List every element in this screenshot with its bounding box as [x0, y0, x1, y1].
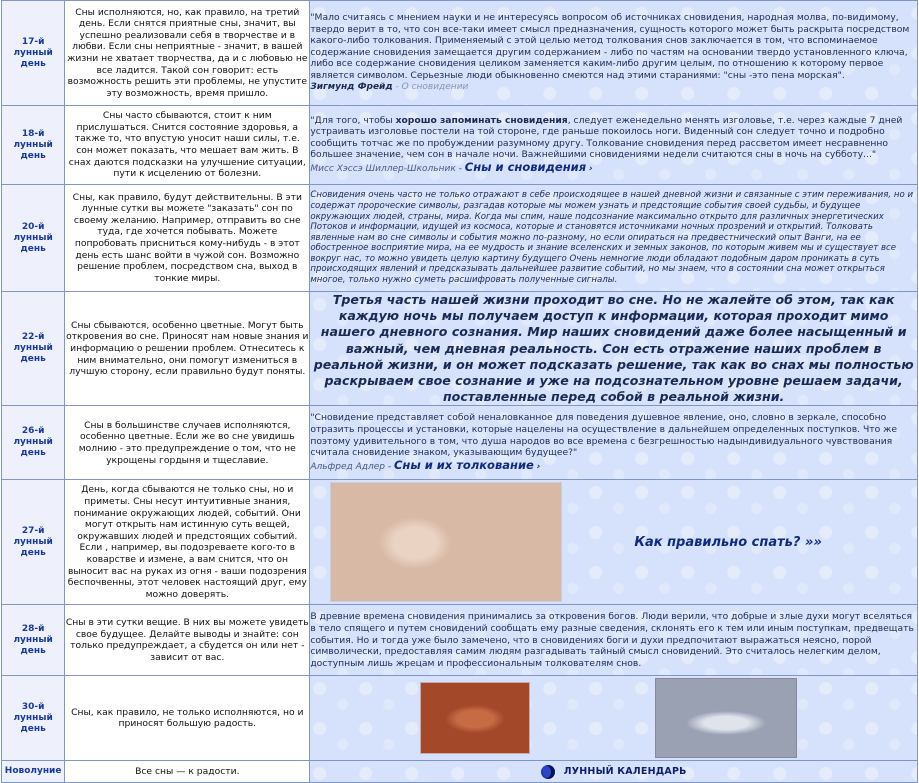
- dreams-link[interactable]: Сны и сновидения: [464, 159, 587, 174]
- quote-text: Сновидения очень часто не только отражают в себе происходящее в нашей дневной жизни и связанные с этим переживания, но и содержат пророческие символы, разгадав которые мы можем узнать и предстоящие события своей судьбы, и будущее окружающих людей, страны, мира. Когда мы спим, наше подсознание максимально открыто для различных энергетических Потоков и информации, идущей из космоса, которые и становятся источниками ночных прозрений и открытий. Толковать явленные нам во сне символы и события можно по-разному, но если опираться на предвестнический опыт Ванги, на ее обостренное восприятие мира, на ее мудрость и знание вселенских и земных законов, по которым живем мы и существует все вокруг нас, то можно увидеть целую картину будущего Очень немногие люди обладают подобным даром проникать в суть происходящих явлений и предсказывать дальнейшее развитие событий, но мы знаем, что в состоянии сна может открыться многое, только нужно суметь расшифровать полученные сигналы.: [310, 190, 914, 286]
- dream-description: Сны, как правило, не только исполняются, но и приносят большую радость.: [65, 676, 310, 761]
- table-row: [2, 1, 918, 106]
- quote-cell: [310, 106, 918, 185]
- quote-attribution: [310, 82, 917, 94]
- quote-cell: [310, 1, 918, 106]
- reclining-sculpture-image: [330, 482, 562, 602]
- lunar-day-label: 27-й лунный день: [2, 480, 65, 605]
- moon-icon: [541, 765, 555, 779]
- table-row: [2, 480, 918, 605]
- calendar-cell: [310, 761, 918, 783]
- dream-description: Сны в большинстве случаев исполняются, особенно цветные. Если же во сне увидишь молнию - это предупреждение о том, что не укрощены гордыня и тщеславие.: [65, 406, 310, 480]
- quote-attribution: Альфред Адлер - Сны и их толкование ›: [310, 457, 541, 472]
- table-row: [2, 605, 918, 676]
- table-row: [2, 761, 918, 783]
- quote-cell: [310, 185, 918, 292]
- quote-text: [310, 115, 917, 161]
- dream-description: Сны исполняются, но, как правило, на третий день. Если снятся приятные сны, значит, вы успешно реализовали себя в творчестве и в любви. Если сны неприятные - значит, в вашей жизни не хватает творчества, да и с любовью не все ладится. Такой сон говорит: есть возможность решить эти проблемы, не упустите эту возможность, время пришло.: [65, 1, 310, 106]
- how-to-sleep-link[interactable]: Как правильно спать? »»: [634, 534, 822, 550]
- dream-description: Сны сбываются, особенно цветные. Могут быть откровения во сне. Приносят нам новые знания и информацию о решении проблем. Отнеситесь к ним внимательно, они помогут измениться в лучшую сторону, если правильно будут поняты.: [65, 292, 310, 406]
- quote-attribution: Мисс Хэссэ Шиллер-Школьник - Сны и сновидения ›: [310, 159, 593, 174]
- dream-description: Сны часто сбываются, стоит к ним прислушаться. Снится состояние здоровья, а также то, что впустую уносит наши силы, т.е. сон может показать, что мешает вам жить. В снах даются подсказки на улучшение ситуации, пути к исцелению от болезни.: [65, 106, 310, 185]
- lunar-day-label: 20-й лунный день: [2, 185, 65, 292]
- table-row: [2, 406, 918, 480]
- dream-description: Сны, как правило, будут действительны. В эти лунные сутки вы можете "заказать" сон по своему желанию. Например, отправить во сне туда, где хочется побывать. Можете попробовать присниться кому-нибудь - в этот день есть шанс войти в чужой сон. Возможно решение проблем, посредством сна, выход в тонкие миры.: [65, 185, 310, 292]
- quote-text-end: , следует еженедельно менять изголовье, т.е. через каждые 7 дней устраивать изголовье постели на той стороне, где раньше покоилось ноги. Виденный сон следует точно и подробно сообщить тотчас же по пробуждении разумному другу. Толкование сновидения перед рассветом имеет несравненно большее значение, чем сон в начале ночи. Важнейшими сновидениями недели считаются сны в ночь на субботу...": [310, 114, 903, 161]
- table-row: [2, 292, 918, 406]
- quote-author: Альфред Адлер: [310, 461, 385, 472]
- image-cell: [310, 480, 918, 605]
- link-arrow-icon: ›: [536, 461, 541, 472]
- lunar-day-label: 18-й лунный день: [2, 106, 65, 185]
- lunar-day-label: 26-й лунный день: [2, 406, 65, 480]
- quote-cell: [310, 406, 918, 480]
- lunar-day-label: Новолуние: [2, 761, 65, 783]
- lunar-dream-table: [1, 0, 918, 783]
- table-row: [2, 676, 918, 761]
- quote-text: В древние времена сновидения принимались за откровения богов. Люди верили, что добрые и злые духи могут вселяться в тело спящего и путем сновидений сообщать ему разные сведения, склонять его к тем или иным поступкам, предвещать события. Но и тогда уже было замечено, что в сновидениях боги и духи предпочитают выражаться неясно, порой символически, предоставляя самим людям разгадывать тайный смысл сновидений. Это считалось нелегким делом, доступным лишь жрецам и профессиональным толкователям снов.: [310, 611, 914, 669]
- quote-text-start: "Для того, чтобы: [310, 114, 396, 126]
- quote-author: Мисс Хэссэ Шиллер-Школьник: [310, 163, 456, 174]
- quote-text: Третья часть нашей жизни проходит во сне. Но не жалейте об этом, так как каждую ночь мы получаем доступ к информации, которая проходит мимо нашего дневного сознания. Мир наших сновидений даже более насыщенный и важный, чем дневная реальность. Сон есть отражение наших проблем в реальной жизни, и он может подсказать решение, так как во снах мы полностью раскрываем свое сознание и уже на подсознательном уровне решаем задачи, поставленные перед собой в реальной жизни.: [313, 292, 914, 405]
- stone-figure-image: [655, 678, 797, 758]
- table-row: [2, 106, 918, 185]
- lunar-day-label: 28-й лунный день: [2, 605, 65, 676]
- quote-cell: [310, 605, 918, 676]
- lunar-day-label: 30-й лунный день: [2, 676, 65, 761]
- terracotta-relief-image: [420, 682, 530, 754]
- table-row: [2, 185, 918, 292]
- quote-highlight: хорошо запоминать сновидения: [395, 114, 568, 126]
- dream-description: День, когда сбываются не только сны, но и приметы. Сны несут интуитивные знания, понимание окружающих людей, событий. Они могут открыть нам истинную суть вещей, окружавших людей и предстоящих событий. Если , например, вы подозреваете кого-то в коварстве и измене, а вам снится, что он выносит вас на руках из огня - ваши подозрения беспочвенны, этот человек настоящий друг, ему можно доверять.: [65, 480, 310, 605]
- quote-text: "Мало считаясь с мнением науки и не интересуясь вопросом об источниках сновидения, народная молва, по-видимому, твердо верит в то, что сон все-таки имеет смысл предназначения, сущность которого может быть раскрыта посредством какого-либо толкования. Применяемый с этой целью метод толкования снов заключается в том, что вспоминаемое содержание сновидения замещается другим содержанием - либо по частям на основании твердо установленного ключа, либо все содержание сновидения целиком заменяется каким-либо другим целым, по отношению к которому первое является символом. Серьезные люди обыкновенно смеются над этими стараниями: "сны -это пена морская".: [310, 11, 910, 81]
- dream-description: Сны в эти сутки вещие. В них вы можете увидеть свое будущее. Делайте выводы и знайте: сон только предупреждает, а сбудется он или нет - зависит от вас.: [65, 605, 310, 676]
- lunar-day-label: 22-й лунный день: [2, 292, 65, 406]
- quote-cell: [310, 292, 918, 406]
- quote-text: "Сновидение представляет собой неналовканное для поведения душевное явление, оно, словно в зеркале, способно отразить процессы и установки, которые нацелены на осуществление в дальнейшем определенных поступков. Что же поэтому удивительного в том, что душа народов во все времена с безгрешностью надындивидуального чувствования считала сновидение знаком, указывающим будущее?": [310, 412, 898, 459]
- lunar-calendar-link[interactable]: ЛУННЫЙ КАЛЕНДАРЬ: [563, 766, 687, 778]
- dream-interpretation-link[interactable]: Сны и их толкование: [393, 457, 534, 472]
- image-cell: [310, 676, 918, 761]
- link-arrow-icon: ›: [588, 163, 593, 174]
- lunar-day-label: 17-й лунный день: [2, 1, 65, 106]
- quote-source: - О сновидении: [395, 82, 469, 93]
- dream-description: Все сны — к радости.: [65, 761, 310, 783]
- quote-author: Зигмунд Фрейд: [310, 82, 393, 93]
